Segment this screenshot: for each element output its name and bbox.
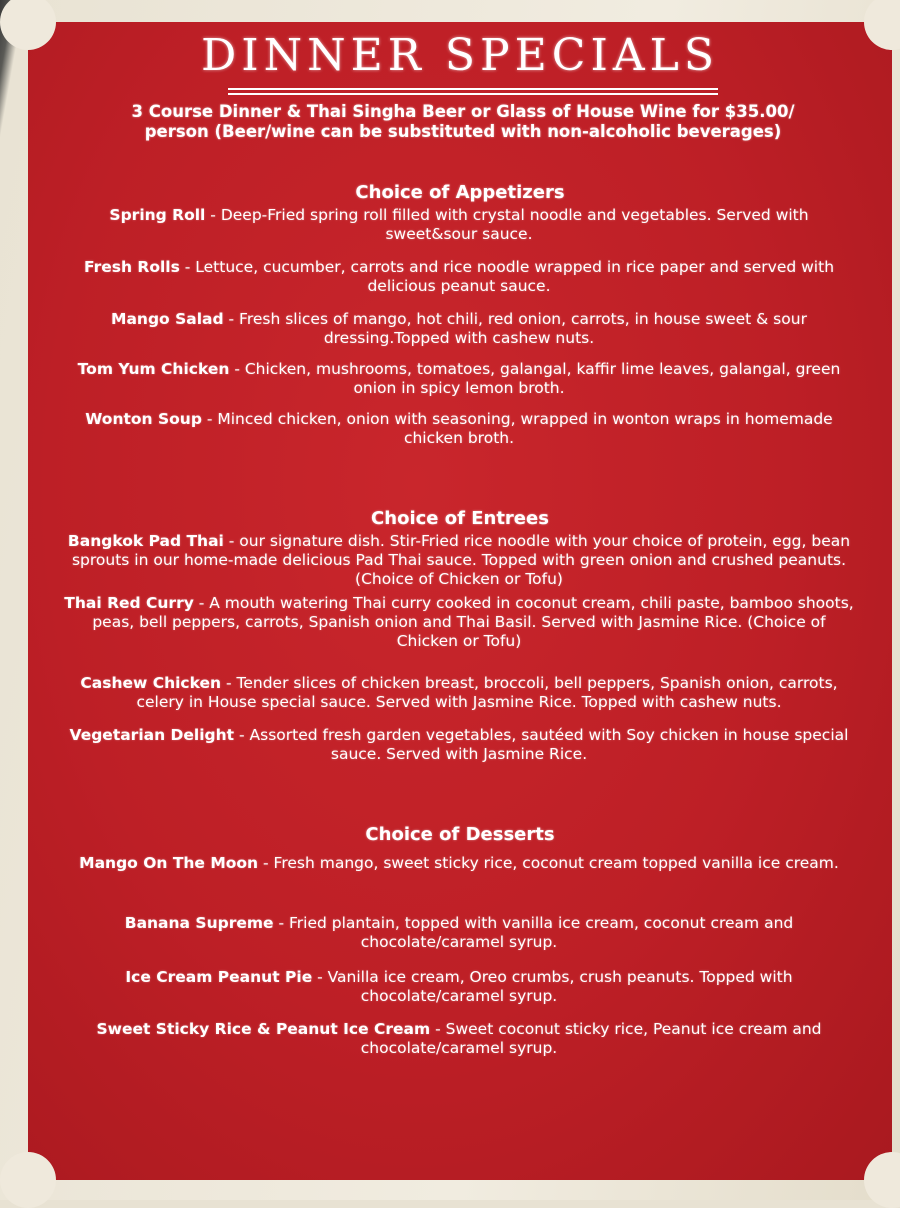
menu-item (64, 410, 854, 448)
section-heading-appetizers: Choice of Appetizers (355, 182, 565, 203)
item-name: Thai Red Curry (64, 594, 194, 612)
section-heading-entrees: Choice of Entrees (371, 508, 549, 529)
menu-item (64, 206, 854, 244)
item-description: - Lettuce, cucumber, carrots and rice noodle wrapped in rice paper and served with delicious peanut sauce. (179, 258, 835, 295)
title-underline (228, 88, 718, 90)
item-description: - Fresh slices of mango, hot chili, red onion, carrots, in house sweet & sour dressing.Topped with cashew nuts. (223, 310, 807, 347)
item-description: - Chicken, mushrooms, tomatoes, galangal, kaffir lime leaves, galangal, green onion in spicy lemon broth. (229, 360, 841, 397)
item-name: Banana Supreme (124, 914, 274, 932)
menu-item (64, 674, 854, 712)
menu-item (64, 914, 854, 952)
item-description: - our signature dish. Stir-Fried rice noodle with your choice of protein, egg, bean sprouts in our home-made delicious Pad Thai sauce. Topped with green onion and crushed peanuts. (Choice of Chicken or Tofu) (71, 532, 851, 588)
title-underline (228, 93, 718, 95)
item-name: Vegetarian Delight (69, 726, 235, 744)
item-description: - A mouth watering Thai curry cooked in coconut cream, chili paste, bamboo shoots, peas, bell peppers, carrots, Spanish onion and Thai Basil. Served with Jasmine Rice. (Choice of Chicken or Tofu) (92, 594, 854, 650)
item-description: - Sweet coconut sticky rice, Peanut ice cream and chocolate/caramel syrup. (360, 1020, 822, 1057)
section-heading-desserts: Choice of Desserts (365, 824, 555, 845)
item-name: Bangkok Pad Thai (67, 532, 224, 550)
item-name: Mango Salad (111, 310, 224, 328)
menu-card (28, 22, 892, 1180)
item-name: Sweet Sticky Rice & Peanut Ice Cream (96, 1020, 431, 1038)
menu-item (64, 532, 854, 589)
item-description: - Fried plantain, topped with vanilla ice cream, coconut cream and chocolate/caramel syrup. (273, 914, 794, 951)
item-description: - Vanilla ice cream, Oreo crumbs, crush peanuts. Topped with chocolate/caramel syrup. (312, 968, 793, 1005)
item-description: - Fresh mango, sweet sticky rice, coconut cream topped vanilla ice cream. (258, 854, 839, 872)
menu-item (64, 854, 854, 873)
item-name: Wonton Soup (85, 410, 202, 428)
item-description: - Tender slices of chicken breast, broccoli, bell peppers, Spanish onion, carrots, celery in House special sauce. Served with Jasmine Rice. Topped with cashew nuts. (136, 674, 838, 711)
menu-subtitle: 3 Course Dinner & Thai Singha Beer or Glass of House Wine for $35.00/ person (Beer/wine can be substituted with non-alcoholic beverages) (131, 102, 795, 141)
item-name: Ice Cream Peanut Pie (125, 968, 313, 986)
item-name: Fresh Rolls (83, 258, 180, 276)
menu-item (64, 1020, 854, 1058)
item-name: Tom Yum Chicken (77, 360, 230, 378)
menu-item (64, 968, 854, 1006)
item-name: Mango On The Moon (79, 854, 259, 872)
item-description: - Assorted fresh garden vegetables, sautéed with Soy chicken in house special sauce. Served with Jasmine Rice. (234, 726, 849, 763)
item-description: - Minced chicken, onion with seasoning, wrapped in wonton wraps in homemade chicken broth. (201, 410, 833, 447)
menu-item (64, 360, 854, 398)
item-description: - Deep-Fried spring roll filled with crystal noodle and vegetables. Served with sweet&sour sauce. (205, 206, 809, 243)
menu-item (64, 726, 854, 764)
item-name: Cashew Chicken (80, 674, 222, 692)
menu-item (64, 310, 854, 348)
menu-item (64, 258, 854, 296)
item-name: Spring Roll (109, 206, 206, 224)
menu-title: DINNER SPECIALS (201, 30, 719, 81)
menu-item (64, 594, 854, 651)
